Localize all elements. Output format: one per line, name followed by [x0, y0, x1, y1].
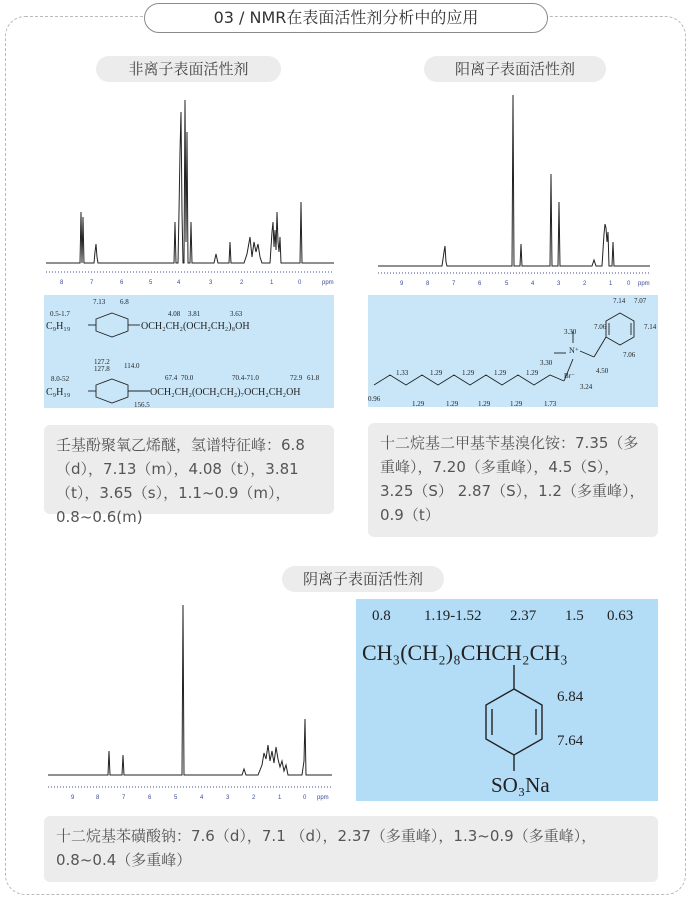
cationic-tick-7: 7	[452, 281, 456, 287]
cationic-note: 十二烷基二甲基苄基溴化铵：7.35（多重峰），7.20（多重峰），4.5（S），3.25（S） 2.87（S），1.2（多重峰），0.9（t）	[368, 423, 658, 537]
svg-text:1.29: 1.29	[510, 400, 523, 407]
nonionic-tick-1: 1	[270, 280, 274, 286]
svg-text:1.29: 1.29	[430, 369, 443, 377]
cationic-tick-9: 9	[400, 281, 404, 287]
nonionic-tick-3: 3	[209, 280, 213, 286]
anionic-tick-8: 8	[96, 795, 100, 801]
svg-text:1.19-1.52: 1.19-1.52	[424, 608, 482, 624]
svg-text:6.8: 6.8	[120, 298, 129, 306]
svg-text:0.63: 0.63	[607, 608, 634, 624]
cationic-tick-6: 6	[478, 281, 482, 287]
svg-text:0.5-1.7: 0.5-1.7	[50, 310, 70, 318]
cationic-spectrum	[374, 92, 658, 292]
svg-text:C₉H₁₉: C₉H₁₉	[46, 387, 71, 398]
anionic-tick-5: 5	[174, 795, 178, 801]
anionic-tick-7: 7	[122, 795, 126, 801]
svg-text:70.0: 70.0	[181, 374, 194, 382]
anionic-note: 十二烷基苯磺酸钠：7.6（d），7.1 （d），2.37（多重峰），1.3~0.9（多重峰），0.8~0.4（多重峰）	[44, 816, 658, 882]
anionic-tick-3: 3	[226, 795, 230, 801]
nonionic-tick-5: 5	[149, 280, 153, 286]
svg-text:3.81: 3.81	[188, 310, 201, 318]
svg-text:C₉H₁₉: C₉H₁₉	[46, 321, 71, 332]
nonionic-axis-unit: ppm	[322, 280, 334, 286]
anionic-tick-0: 0	[303, 795, 307, 801]
anionic-structure	[356, 599, 658, 801]
svg-text:7.06: 7.06	[623, 351, 636, 359]
svg-text:3.24: 3.24	[580, 383, 593, 391]
svg-text:1.29: 1.29	[412, 400, 425, 407]
nonionic-spectrum	[44, 92, 336, 292]
anionic-spectrum	[46, 603, 336, 803]
svg-text:OCH₂CH₂(OCH₂CH₂)₈OH: OCH₂CH₂(OCH₂CH₂)₈OH	[141, 321, 250, 332]
svg-text:1.29: 1.29	[494, 369, 507, 377]
anionic-tick-1: 1	[278, 795, 282, 801]
svg-text:1.33: 1.33	[396, 369, 409, 377]
svg-text:0.8: 0.8	[372, 608, 391, 624]
svg-text:6.84: 6.84	[557, 689, 584, 705]
svg-text:3.30: 3.30	[564, 328, 577, 336]
svg-text:7.64: 7.64	[557, 733, 584, 749]
cationic-tick-8: 8	[426, 281, 430, 287]
svg-text:127.2: 127.2	[94, 358, 110, 366]
svg-text:1.29: 1.29	[446, 400, 459, 407]
svg-text:7.14: 7.14	[644, 323, 657, 331]
svg-text:7.13: 7.13	[93, 298, 106, 306]
svg-text:SO₃Na: SO₃Na	[491, 773, 550, 797]
nonionic-tick-4: 4	[177, 280, 181, 286]
svg-text:67.4: 67.4	[165, 374, 178, 382]
svg-text:7.07: 7.07	[634, 297, 647, 305]
nonionic-note: 壬基酚聚氧乙烯醚，氢谱特征峰：6.8（d），7.13（m），4.08（t），3.81（t），3.65（s），1.1~0.9（m），0.8~0.6(m)	[44, 425, 334, 514]
svg-text:1.5: 1.5	[565, 608, 584, 624]
svg-text:CH₃(CH₂)₈CHCH₂CH₃: CH₃(CH₂)₈CHCH₂CH₃	[362, 640, 568, 665]
cationic-tick-3: 3	[557, 281, 561, 287]
anionic-tick-9: 9	[71, 795, 75, 801]
cationic-tick-2: 2	[583, 281, 587, 287]
nonionic-tick-6: 6	[120, 280, 124, 286]
svg-text:1.73: 1.73	[544, 400, 557, 407]
svg-text:61.8: 61.8	[307, 374, 320, 382]
svg-text:N⁺: N⁺	[569, 346, 579, 355]
svg-text:3.63: 3.63	[230, 310, 243, 318]
svg-text:2.37: 2.37	[510, 608, 537, 624]
cationic-tick-4: 4	[531, 281, 535, 287]
cationic-axis-unit: ppm	[638, 281, 650, 287]
svg-text:72.9: 72.9	[290, 374, 303, 382]
nonionic-tick-0: 0	[298, 280, 302, 286]
svg-text:1.29: 1.29	[478, 400, 491, 407]
svg-text:OCH₂CH₂(OCH₂CH₂)₇OCH₂CH₂OH: OCH₂CH₂(OCH₂CH₂)₇OCH₂CH₂OH	[150, 387, 301, 398]
cationic-tick-1: 1	[609, 281, 613, 287]
nonionic-structure	[44, 295, 334, 408]
svg-text:1.29: 1.29	[526, 369, 539, 377]
cationic-label: 阳离子表面活性剂	[424, 56, 606, 82]
svg-text:3.30: 3.30	[540, 359, 553, 367]
anionic-axis-unit: ppm	[317, 795, 329, 801]
nonionic-tick-7: 7	[90, 280, 94, 286]
cationic-tick-0: 0	[627, 281, 631, 287]
svg-text:1.29: 1.29	[462, 369, 475, 377]
anionic-tick-4: 4	[200, 795, 204, 801]
svg-text:114.0: 114.0	[124, 362, 140, 370]
svg-text:70.4-71.0: 70.4-71.0	[232, 374, 259, 382]
section-title: 03 / NMR在表面活性剂分析中的应用	[144, 3, 548, 33]
svg-text:8.0-52: 8.0-52	[51, 375, 70, 383]
svg-text:156.5: 156.5	[134, 401, 150, 408]
cationic-structure	[368, 295, 658, 407]
anionic-label: 阴离子表面活性剂	[282, 566, 444, 592]
nonionic-label: 非离子表面活性剂	[96, 56, 281, 82]
svg-text:127.8: 127.8	[94, 365, 110, 373]
nonionic-tick-2: 2	[240, 280, 244, 286]
nonionic-tick-8: 8	[60, 280, 64, 286]
svg-text:4.50: 4.50	[596, 367, 609, 375]
svg-text:Br⁻: Br⁻	[564, 372, 575, 380]
svg-text:0.96: 0.96	[368, 395, 381, 403]
svg-text:4.08: 4.08	[168, 310, 181, 318]
svg-text:7.06: 7.06	[594, 323, 607, 331]
anionic-tick-6: 6	[148, 795, 152, 801]
svg-text:7.14: 7.14	[613, 297, 626, 305]
cationic-tick-5: 5	[505, 281, 509, 287]
anionic-tick-2: 2	[252, 795, 256, 801]
